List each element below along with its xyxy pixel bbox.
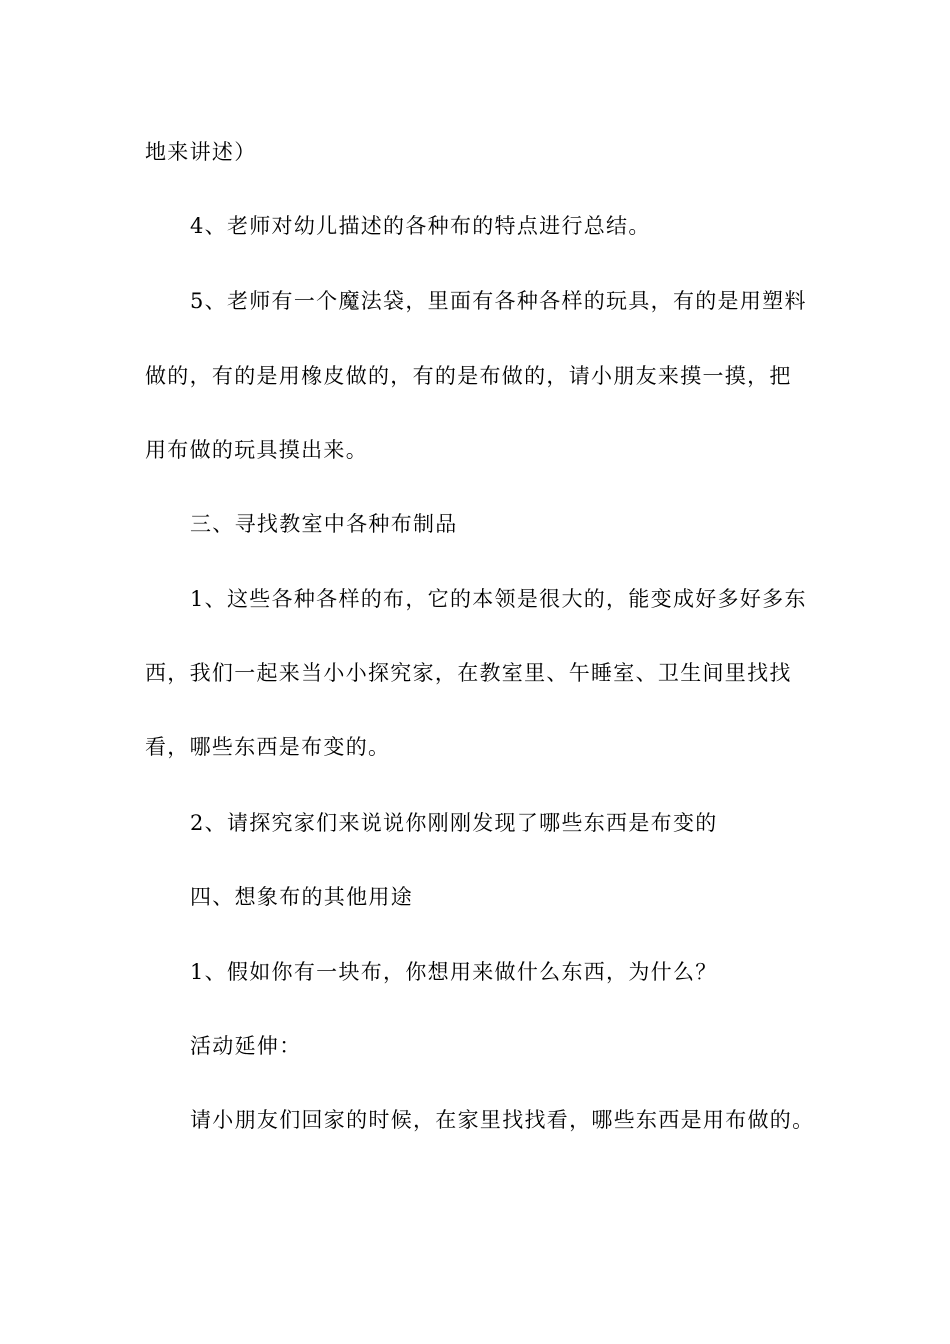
paragraph-line: 5、老师有一个魔法袋，里面有各种各样的玩具，有的是用塑料 (190, 289, 807, 313)
paragraph-line: 西，我们一起来当小小探究家，在教室里、午睡室、卫生间里找找 (145, 661, 792, 685)
paragraph-line: 地来讲述） (145, 140, 257, 164)
paragraph-line: 请小朋友们回家的时候，在家里找找看，哪些东西是用布做的。 (190, 1108, 815, 1132)
section-heading: 三、寻找教室中各种布制品 (190, 512, 458, 536)
paragraph-line: 用布做的玩具摸出来。 (145, 438, 368, 462)
section-heading: 四、想象布的其他用途 (190, 885, 413, 909)
paragraph-line: 1、这些各种各样的布，它的本领是很大的，能变成好多好多东 (190, 587, 807, 611)
paragraph-line: 2、请探究家们来说说你刚刚发现了哪些东西是布变的 (190, 811, 718, 835)
paragraph-line: 1、假如你有一块布，你想用来做什么东西，为什么？ (190, 960, 718, 984)
paragraph-line: 4、老师对幼儿描述的各种布的特点进行总结。 (190, 214, 651, 238)
section-heading: 活动延伸： (190, 1034, 302, 1058)
paragraph-line: 看，哪些东西是布变的。 (145, 735, 391, 759)
paragraph-line: 做的，有的是用橡皮做的，有的是布做的，请小朋友来摸一摸，把 (145, 364, 792, 388)
